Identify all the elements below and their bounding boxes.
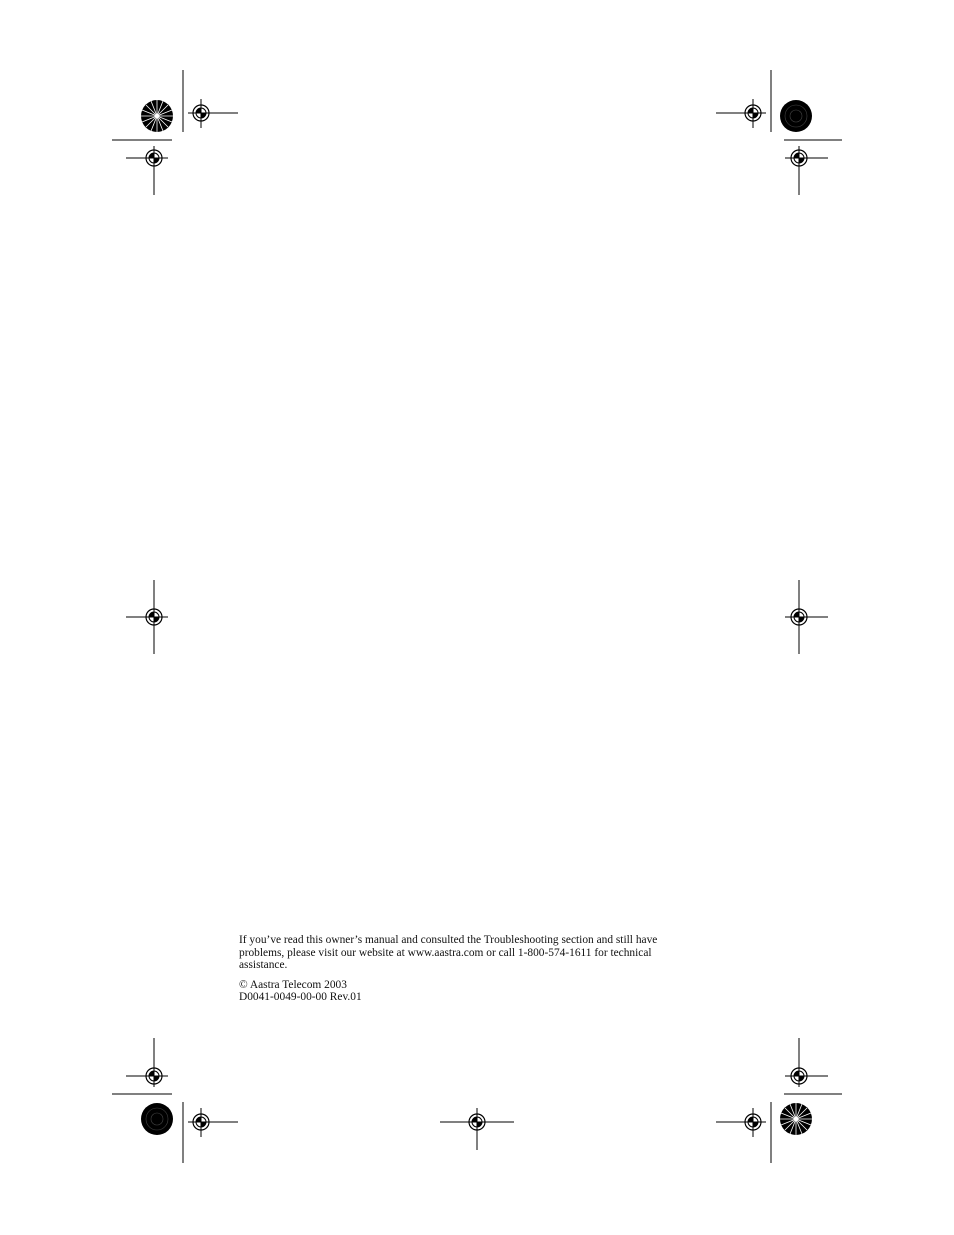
dot-target-top-right — [780, 100, 812, 132]
registration-target-top-left — [112, 70, 238, 195]
support-line-3: assistance. — [239, 959, 288, 972]
registration-target-bottom-left — [112, 1038, 238, 1163]
support-line-1: If you’ve read this owner’s manual and consulted the Troubleshooting section and still have — [239, 934, 658, 946]
back-cover-text — [239, 934, 699, 1004]
copyright-notice: © Aastra Telecom 2003 — [239, 978, 347, 991]
registration-target-middle-right — [785, 580, 828, 654]
registration-target-top-right — [716, 70, 842, 195]
star-target-bottom-right — [780, 1103, 812, 1135]
star-target-top-left — [141, 100, 173, 132]
registration-target-bottom-center — [440, 1108, 514, 1150]
support-paragraph — [239, 934, 699, 972]
dot-target-bottom-left — [141, 1103, 173, 1135]
registration-target-middle-left — [126, 580, 168, 654]
registration-target-bottom-right — [716, 1038, 842, 1163]
document-number: D0041-0049-00-00 Rev.01 — [239, 991, 362, 1004]
support-line-2: problems, please visit our website at www.aastra.com or call 1-800-574-1611 for technical — [239, 946, 652, 959]
